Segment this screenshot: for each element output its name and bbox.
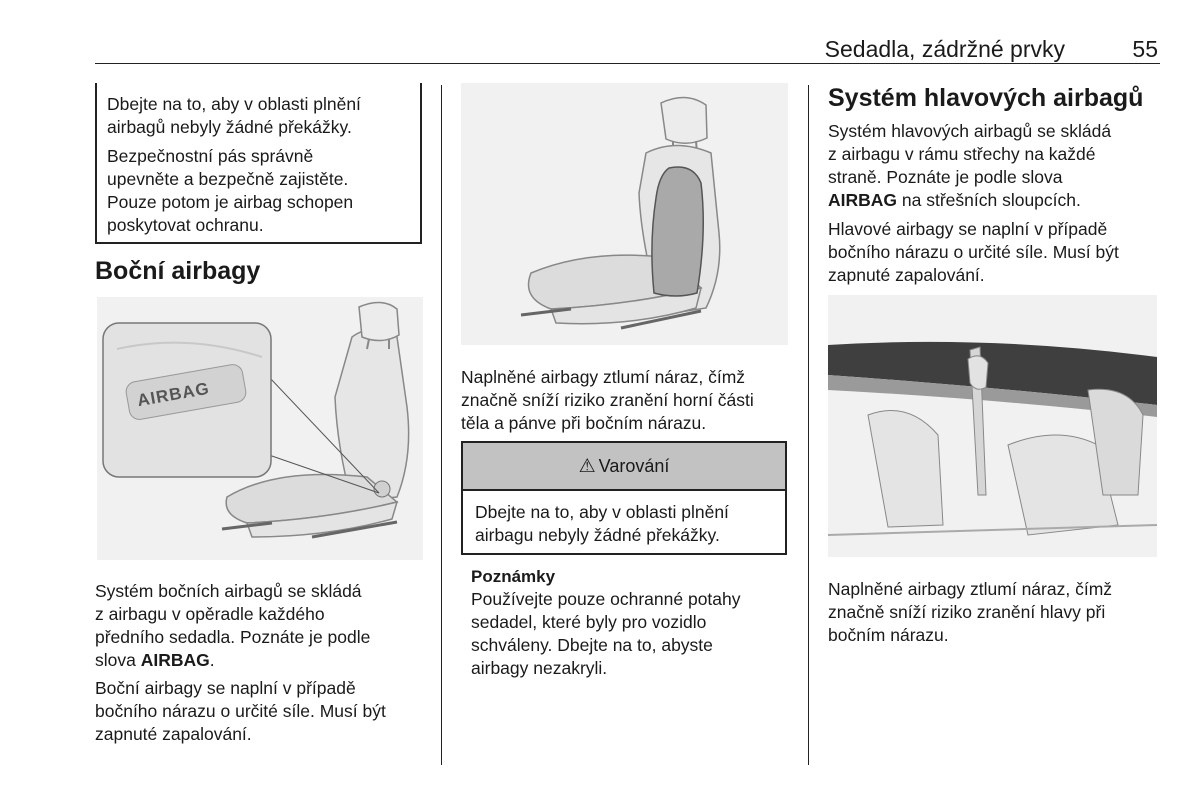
car-interior-illustration [828,295,1157,557]
column-divider [441,85,442,765]
section-heading: Systém hlavových airbagů [828,84,1144,112]
warning-header [463,443,785,491]
seat-airbag-illustration [461,83,788,345]
warning-box [461,441,787,555]
caution-box [95,83,422,244]
warning-text: Dbejte na to, aby v oblasti plnění airbagu nebyly žádné překážky. [475,502,729,545]
head-airbag-deploy-paragraph: Hlavové airbagy se naplní v případě bočního nárazu o určité síle. Musí být zapnuté zapalování. [828,219,1119,285]
deployed-side-airbag-figure [461,83,788,345]
chapter-title: Sedadla, zádržné prvky [824,36,1065,62]
curtain-airbag-figure [828,295,1157,557]
caution-paragraph: Dbejte na to, aby v oblasti plnění airbagů nebyly žádné překážky. [107,94,361,137]
side-airbag-effect-paragraph: Naplněné airbagy ztlumí náraz, čímž značně sníží riziko zranění horní části těla a pánve při bočním nárazu. [461,367,754,433]
warning-title: Varování [598,455,670,476]
warning-triangle-icon: ⚠ [578,455,596,477]
caution-paragraph: Bezpečnostní pás správně upevněte a bezpečně zajistěte. Pouze potom je airbag schopen poskytovat ochranu. [107,146,354,235]
column-divider [808,85,809,765]
running-header [95,34,1160,64]
note-title: Poznámky [471,567,556,586]
airbag-label: AIRBAG [135,378,212,411]
head-airbag-paragraph: Systém hlavových airbagů se skládá z airbagu v rámu střechy na každé straně. Poznáte je podle slova AIRBAG na střešních sloupcích. [828,121,1112,210]
side-airbag-deploy-paragraph: Boční airbagy se naplní v případě bočního nárazu o určité síle. Musí být zapnuté zapalování. [95,678,386,744]
seat-illustration [97,297,423,560]
side-airbag-paragraph: Systém bočních airbagů se skládá z airbagu v opěradle každého předního sedadla. Poznáte je podle slova AIRBAG. [95,581,371,670]
page-number: 55 [1132,36,1158,62]
note-text: Používejte pouze ochranné potahy sedadel, které byly pro vozidlo schváleny. Dbejte na to, abyste airbagy nezakryli. [471,589,741,678]
section-heading: Boční airbagy [95,257,261,285]
side-airbag-figure [97,297,423,560]
head-airbag-effect-paragraph: Naplněné airbagy ztlumí náraz, čímž značně sníží riziko zranění hlavy při bočním nárazu. [828,579,1113,645]
